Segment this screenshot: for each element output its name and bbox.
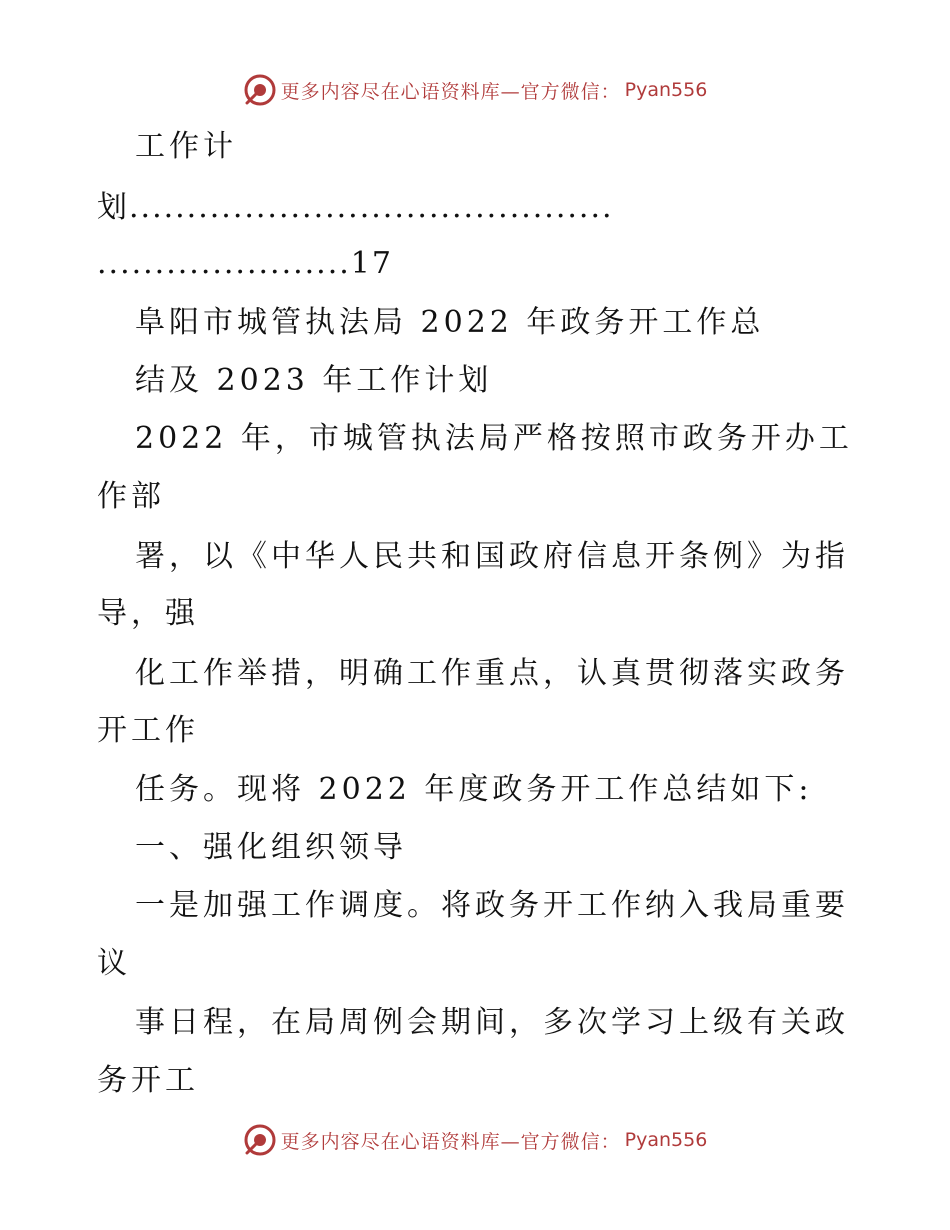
body-line-7: 作部 <box>97 479 165 514</box>
header-watermark-banner <box>0 70 950 110</box>
toc-dots-line-2: ......................17 <box>97 246 393 281</box>
banner-wechat-handle: Pyan556 <box>624 79 708 101</box>
document-title-line-1: 阜阳市城管执法局 2022 年政务开工作总 <box>135 305 765 340</box>
body-line-1: 工作计 <box>135 129 237 164</box>
body-line-17: 务开工 <box>97 1063 199 1098</box>
body-line-15: 议 <box>97 946 131 981</box>
body-line-8: 署，以《中华人民共和国政府信息开条例》为指 <box>135 539 849 574</box>
body-line-11: 开工作 <box>97 713 199 748</box>
body-line-12: 任务。现将 2022 年度政务开工作总结如下: <box>135 772 813 807</box>
section-heading: 一、强化组织领导 <box>135 830 407 865</box>
body-line-16: 事日程，在局周例会期间，多次学习上级有关政 <box>135 1005 849 1040</box>
body-line-9: 导，强 <box>97 596 199 631</box>
document-title-line-2: 结及 2023 年工作计划 <box>135 363 493 398</box>
footer-watermark-banner <box>0 1120 950 1160</box>
banner-text: 更多内容尽在心语资料库—官方微信： <box>280 1130 621 1153</box>
pen-logo-icon <box>243 1123 277 1157</box>
body-line-10: 化工作举措，明确工作重点，认真贯彻落实政务 <box>135 656 849 691</box>
toc-dots-line-1: 划.......................................... <box>97 190 614 225</box>
body-line-6: 2022 年，市城管执法局严格按照市政务开办工 <box>135 421 853 456</box>
body-line-14: 一是加强工作调度。将政务开工作纳入我局重要 <box>135 888 849 923</box>
pen-logo-icon <box>243 73 277 107</box>
banner-text: 更多内容尽在心语资料库—官方微信： <box>280 80 621 103</box>
banner-wechat-handle: Pyan556 <box>624 1129 708 1151</box>
